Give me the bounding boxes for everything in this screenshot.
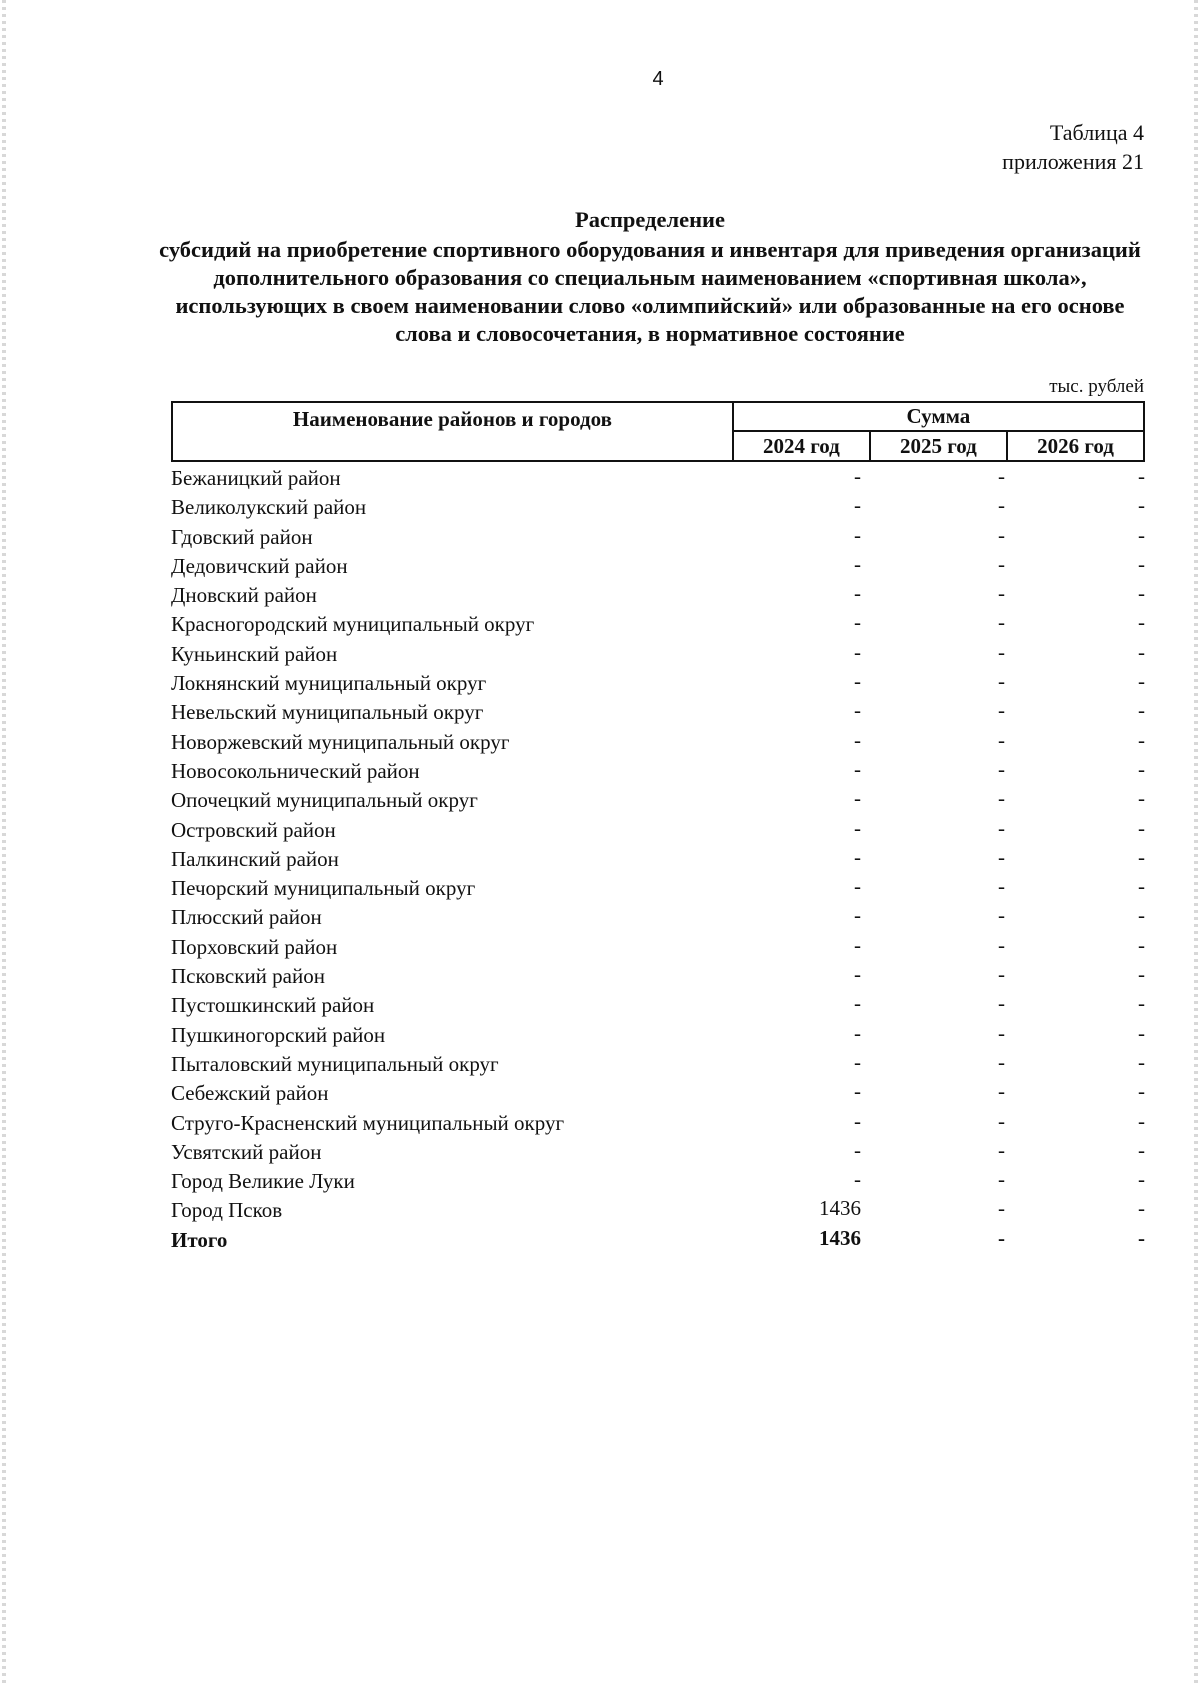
district-name: Опочецкий муниципальный округ xyxy=(171,788,478,813)
value-2025: - xyxy=(998,1049,1005,1074)
district-name: Куньинский район xyxy=(171,641,338,666)
district-name: Псковский район xyxy=(171,964,325,989)
value-2025: - xyxy=(998,991,1005,1016)
value-2024: - xyxy=(854,932,861,957)
value-2024: - xyxy=(854,581,861,606)
value-2026: - xyxy=(1138,1020,1145,1045)
district-name: Бежаницкий район xyxy=(171,466,341,490)
district-name: Порховский район xyxy=(171,934,338,959)
table-row xyxy=(171,698,1145,727)
value-2025: - xyxy=(998,522,1005,547)
table-row xyxy=(171,669,1145,698)
table-reference-line1: Таблица 4 xyxy=(1049,120,1144,145)
table-row xyxy=(171,581,1145,610)
value-2025: - xyxy=(998,669,1005,694)
table-row xyxy=(171,1109,1145,1138)
value-2025: - xyxy=(998,1196,1005,1221)
table-row xyxy=(171,1196,1145,1225)
district-name: Великолукский район xyxy=(171,495,367,520)
value-2024: - xyxy=(854,610,861,635)
value-2024: - xyxy=(854,844,861,869)
total-value-2025: - xyxy=(998,1225,1005,1250)
table-body xyxy=(171,464,1145,1255)
table-header xyxy=(171,401,1145,462)
district-name: Плюсский район xyxy=(171,905,322,930)
value-2025: - xyxy=(998,1108,1005,1133)
district-name: Пушкиногорский район xyxy=(171,1022,386,1047)
page-number: 4 xyxy=(652,68,664,90)
table-row xyxy=(171,903,1145,932)
value-2024: - xyxy=(854,991,861,1016)
value-2024: 1436 xyxy=(819,1196,861,1221)
district-name: Усвятский район xyxy=(171,1139,322,1164)
value-2026: - xyxy=(1138,610,1145,635)
table-row xyxy=(171,1167,1145,1196)
value-2026: - xyxy=(1138,1108,1145,1133)
district-name: Пыталовский муниципальный округ xyxy=(171,1051,499,1076)
value-2026: - xyxy=(1138,815,1145,840)
value-2025: - xyxy=(998,698,1005,723)
table-reference xyxy=(1002,118,1144,176)
value-2026: - xyxy=(1138,1196,1145,1221)
district-name: Красногородский муниципальный округ xyxy=(171,612,535,637)
value-2025: - xyxy=(998,1020,1005,1045)
value-2026: - xyxy=(1138,493,1145,518)
value-2025: - xyxy=(998,903,1005,928)
title-body: субсидий на приобретение спортивного оборудования и инвентаря для приведения организаций дополнительного образования со специальным наименованием «спортивная школа», использующих в своем наименовании слово «олимпийский» или образованные на его основе слова и словосочетания, в нормативное состояние xyxy=(159,237,1141,346)
value-2026: - xyxy=(1138,874,1145,899)
table-row xyxy=(171,786,1145,815)
value-2024: - xyxy=(854,1020,861,1045)
value-2024: - xyxy=(854,962,861,987)
value-2026: - xyxy=(1138,1167,1145,1192)
district-name: Островский район xyxy=(171,817,336,842)
value-2026: - xyxy=(1138,786,1145,811)
value-2025: - xyxy=(998,581,1005,606)
district-name: Город Псков xyxy=(171,1198,283,1223)
value-2024: - xyxy=(854,493,861,518)
value-2026: - xyxy=(1138,991,1145,1016)
value-2024: - xyxy=(854,727,861,752)
value-2025: - xyxy=(998,1137,1005,1162)
district-name: Город Великие Луки xyxy=(171,1169,355,1194)
district-name: Дедовичский район xyxy=(171,553,348,578)
table-row xyxy=(171,874,1145,903)
district-name: Палкинский район xyxy=(171,846,339,871)
value-2024: - xyxy=(854,903,861,928)
table-row xyxy=(171,816,1145,845)
value-2025: - xyxy=(998,639,1005,664)
value-2025: - xyxy=(998,874,1005,899)
value-2024: - xyxy=(854,698,861,723)
title-heading: Распределение xyxy=(574,207,726,232)
header-sum: Сумма xyxy=(733,402,1144,431)
table-row xyxy=(171,1079,1145,1108)
value-2026: - xyxy=(1138,727,1145,752)
value-2025: - xyxy=(998,962,1005,987)
value-2024: - xyxy=(854,464,861,488)
table-row xyxy=(171,933,1145,962)
district-name: Дновский район xyxy=(171,583,317,608)
value-2025: - xyxy=(998,464,1005,488)
table-row xyxy=(171,523,1145,552)
value-2026: - xyxy=(1138,962,1145,987)
value-2026: - xyxy=(1138,1137,1145,1162)
value-2026: - xyxy=(1138,1079,1145,1104)
value-2025: - xyxy=(998,1079,1005,1104)
table-row xyxy=(171,1050,1145,1079)
value-2026: - xyxy=(1138,581,1145,606)
table-row xyxy=(171,552,1145,581)
table-row xyxy=(171,728,1145,757)
district-name: Себежский район xyxy=(171,1081,329,1106)
value-2026: - xyxy=(1138,522,1145,547)
value-2024: - xyxy=(854,639,861,664)
value-2025: - xyxy=(998,610,1005,635)
table-row xyxy=(171,962,1145,991)
header-year-2024: 2024 год xyxy=(733,431,870,461)
value-2025: - xyxy=(998,727,1005,752)
value-2026: - xyxy=(1138,1049,1145,1074)
district-name: Печорский муниципальный округ xyxy=(171,876,476,901)
value-2024: - xyxy=(854,1137,861,1162)
value-2026: - xyxy=(1138,698,1145,723)
header-year-2026: 2026 год xyxy=(1007,431,1144,461)
value-2024: - xyxy=(854,756,861,781)
header-name: Наименование районов и городов xyxy=(172,402,733,461)
value-2024: - xyxy=(854,551,861,576)
value-2026: - xyxy=(1138,903,1145,928)
scan-edge-right xyxy=(1194,0,1198,1686)
value-2024: - xyxy=(854,1049,861,1074)
table-row xyxy=(171,1138,1145,1167)
total-label: Итого xyxy=(171,1227,228,1252)
value-2025: - xyxy=(998,1167,1005,1192)
value-2026: - xyxy=(1138,464,1145,488)
district-name: Новоржевский муниципальный округ xyxy=(171,729,510,754)
table-row xyxy=(171,1021,1145,1050)
value-2026: - xyxy=(1138,932,1145,957)
value-2024: - xyxy=(854,1167,861,1192)
value-2024: - xyxy=(854,1108,861,1133)
district-name: Гдовский район xyxy=(171,524,313,549)
scan-edge-left xyxy=(2,0,6,1686)
value-2026: - xyxy=(1138,844,1145,869)
table-row xyxy=(171,640,1145,669)
value-2025: - xyxy=(998,815,1005,840)
header-year-2025: 2025 год xyxy=(870,431,1007,461)
value-2025: - xyxy=(998,786,1005,811)
district-name: Невельский муниципальный округ xyxy=(171,700,484,725)
value-2024: - xyxy=(854,1079,861,1104)
table-reference-line2: приложения 21 xyxy=(1002,149,1144,174)
document-title xyxy=(150,206,1150,348)
district-name: Локнянский муниципальный округ xyxy=(171,671,487,696)
total-value-2024: 1436 xyxy=(819,1225,861,1250)
district-name: Пустошкинский район xyxy=(171,993,375,1018)
value-2025: - xyxy=(998,493,1005,518)
value-2026: - xyxy=(1138,551,1145,576)
value-2024: - xyxy=(854,669,861,694)
total-row xyxy=(171,1226,1145,1255)
table-row xyxy=(171,845,1145,874)
table-row xyxy=(171,493,1145,522)
table-row xyxy=(171,991,1145,1020)
value-2025: - xyxy=(998,844,1005,869)
table-row xyxy=(171,610,1145,639)
value-2024: - xyxy=(854,874,861,899)
district-name: Струго-Красненский муниципальный округ xyxy=(171,1110,565,1135)
units-label: тыс. рублей xyxy=(1049,376,1144,397)
total-value-2026: - xyxy=(1138,1225,1145,1250)
value-2026: - xyxy=(1138,756,1145,781)
table-row xyxy=(171,464,1145,493)
value-2025: - xyxy=(998,932,1005,957)
value-2024: - xyxy=(854,786,861,811)
value-2026: - xyxy=(1138,669,1145,694)
value-2024: - xyxy=(854,522,861,547)
value-2025: - xyxy=(998,551,1005,576)
value-2026: - xyxy=(1138,639,1145,664)
value-2025: - xyxy=(998,756,1005,781)
table-row xyxy=(171,757,1145,786)
district-name: Новосокольнический район xyxy=(171,758,420,783)
value-2024: - xyxy=(854,815,861,840)
